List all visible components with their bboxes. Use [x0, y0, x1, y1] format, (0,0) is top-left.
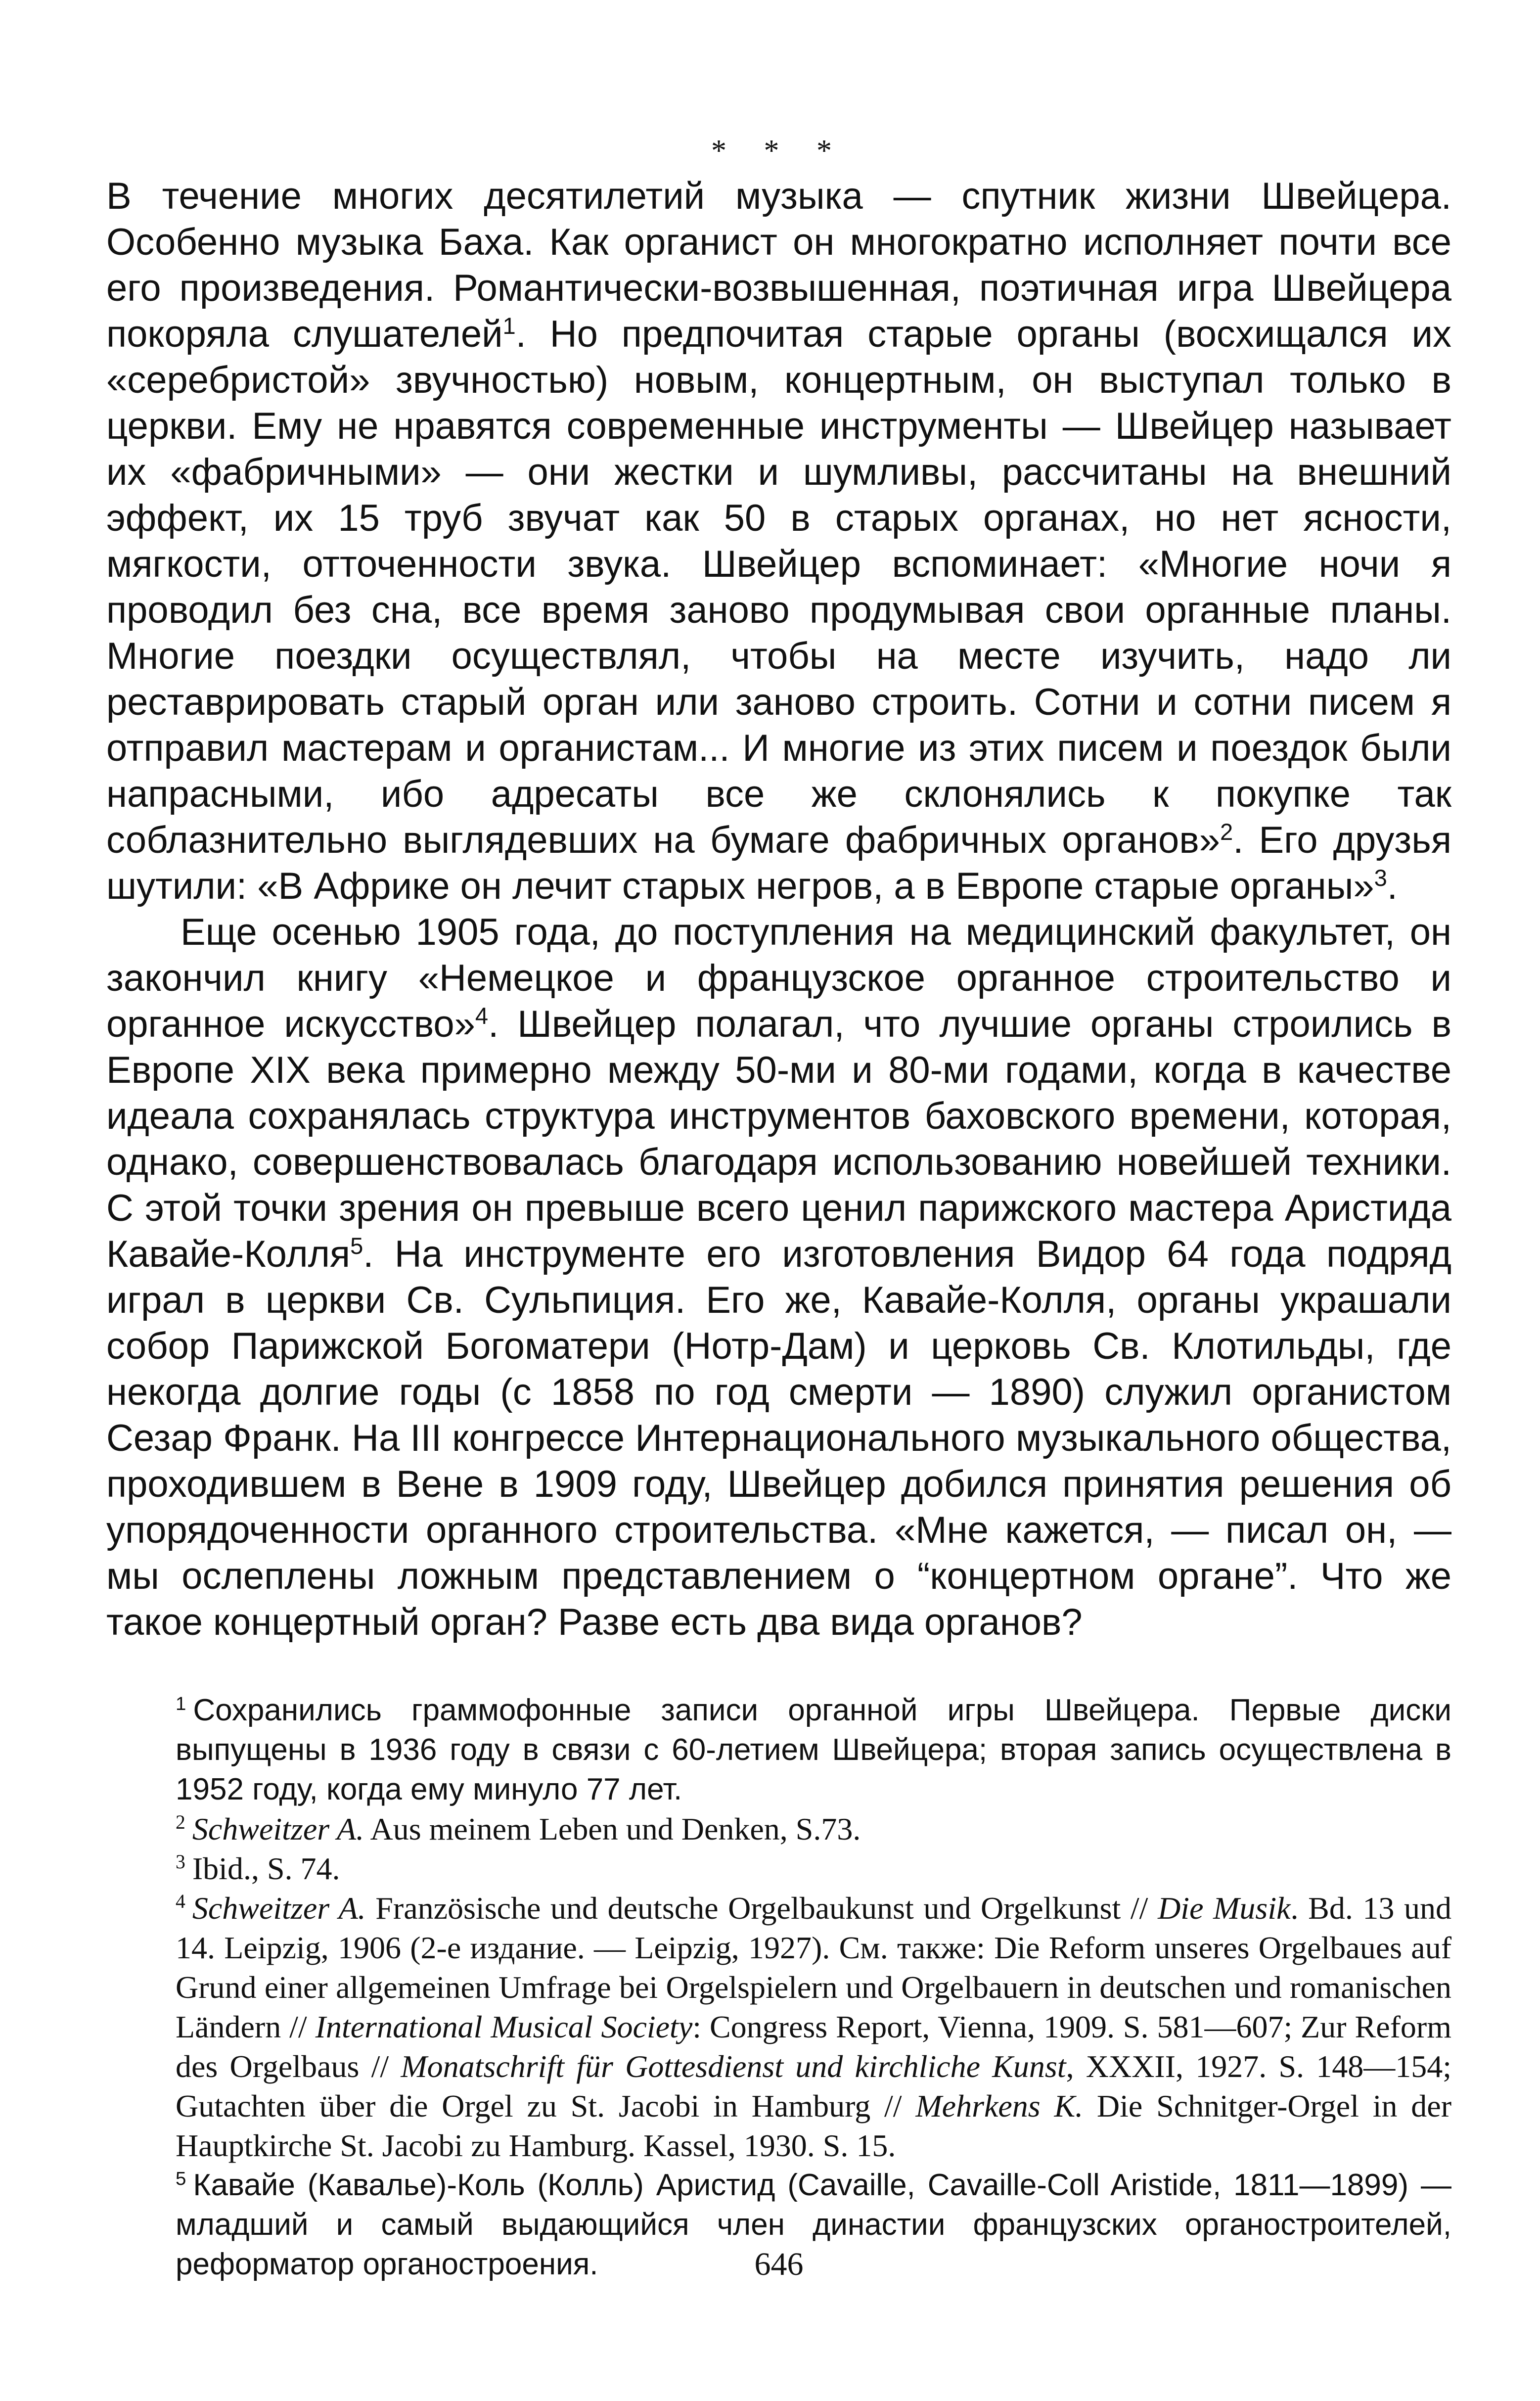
text-run: В течение многих десятилетий музыка — спутник жизни Швейцера. Особенно музыка Баха. Как органист он многократно исполняет почти все его произведения. Романтически-возвышенная, поэтичная игра Швейцера покоряла слушателей: [106, 175, 1451, 355]
text-run: Сохранились граммофонные записи органной игры Швейцера. Первые диски выпущены в 1936 году в связи с 60-летием Швейцера; вторая запись осуществлена в 1952 году, когда ему минуло 77 лет.: [176, 1693, 1451, 1806]
italic-text: Die Musik: [1158, 1891, 1291, 1926]
italic-text: Monatschrift für Gottesdienst und kirchliche Kunst: [401, 2049, 1066, 2084]
footnote-number: 3: [176, 1851, 185, 1873]
footnote-reference: 5: [350, 1233, 363, 1259]
section-separator: * * *: [711, 134, 847, 168]
text-run: Aus meinem Leben und Denken, S.73.: [364, 1811, 861, 1847]
text-run: Französische und deutsche Orgelbaukunst und Orgelkunst //: [365, 1891, 1158, 1926]
italic-text: Schweitzer A.: [192, 1891, 366, 1926]
text-run: Еще осенью 1905 года, до поступления на медицинский факультет, он закончил книгу «Немецкое и французское органное строительство и органное искусство»: [106, 911, 1451, 1045]
text-run: : Congress Report, Vienna, 1909. S. 581—607; Zur Reform des Orgelbaus //: [176, 2009, 1452, 2084]
footnote-number: 2: [176, 1811, 185, 1834]
text-run: . Но предпочитая старые органы (восхищался их «серебристой» звучностью) новым, концертным, он выступал только в церкви. Ему не нравятся современные инструменты — Швейцер называет их «фабричными» — они жестки и шумливы, рассчитаны на внешний эффект, их 15 труб звучат как 50 в старых органах, но нет ясности, мягкости, отточенности звука. Швейцер вспоминает: «Многие ночи я проводил без сна, все время заново продумывая свои органные планы. Многие поездки осуществлял, чтобы на месте изучить, надо ли реставрировать старый орган или заново строить. Сотни и сотни писем я отправил мастерам и органистам... И многие из этих писем и поездок были напрасными, ибо адресаты все же склонялись к покупке так соблазнительно выглядевших на бумаге фабричных органов»: [106, 313, 1451, 861]
italic-text: International Musical Society: [315, 2009, 693, 2044]
text-run: Ibid., S. 74.: [192, 1851, 340, 1886]
footnotes: [106, 1691, 1451, 2284]
footnote: [176, 1849, 1451, 1889]
footnote-number: 4: [176, 1891, 185, 1913]
main-text: [106, 173, 1451, 1645]
italic-text: Mehrkens K.: [915, 2088, 1084, 2124]
footnote-number: 1: [176, 1693, 186, 1714]
footnote: [176, 1809, 1451, 1849]
footnote-reference: 1: [502, 313, 516, 339]
book-page: [106, 134, 1451, 2350]
footnote: [176, 1889, 1451, 2166]
footnote-number: 5: [176, 2168, 186, 2189]
text-run: . Bd. 13 und 14. Leipzig, 1906 (2-е издание. — Leipzig, 1927). См. также: Die Reform unseres Orgelbaues auf Grund einer allgemeinen Umfrage bei Orgelspielern und Orgelbauern in deutschen und romanischen Ländern //: [176, 1891, 1452, 2044]
footnote-reference: 4: [475, 1003, 489, 1029]
text-run: . Его друзья шутили: «В Африке он лечит старых негров, а в Европе старые органы»: [106, 819, 1451, 907]
text-run: , XXXII, 1927. S. 148—154; Gutachten über die Orgel zu St. Jacobi in Hamburg //: [176, 2049, 1452, 2124]
text-run: Кавайе (Кавалье)-Коль (Колль) Аристид (Cavaille, Cavaille-Coll Aristide, 1811—1899) — младший и самый выдающийся член династии французских органостроителей, реформатор органостроения.: [176, 2168, 1451, 2281]
paragraph: [106, 173, 1451, 909]
text-run: . Швейцер полагал, что лучшие органы строились в Европе XIX века примерно между 50-ми и 80-ми годами, когда в качестве идеала сохранялась структура инструментов баховского времени, которая, однако, совершенствовалась благодаря использованию новейшей техники. С этой точки зрения он превыше всего ценил парижского мастера Аристида Кавайе-Колля: [106, 1003, 1451, 1275]
italic-text: Schweitzer A.: [192, 1811, 364, 1847]
footnote-reference: 2: [1220, 819, 1233, 845]
page-number: 646: [754, 2246, 804, 2282]
footnote: [176, 1691, 1451, 1809]
text-run: .: [1387, 865, 1398, 907]
text-run: . На инструменте его изготовления Видор 64 года подряд играл в церкви Св. Сульпиция. Его же, Кавайе-Колля, органы украшали собор Парижской Богоматери (Нотр-Дам) и церковь Св. Клотильды, где некогда долгие годы (с 1858 по год смерти — 1890) служил органистом Сезар Франк. На III конгрессе Интернационального музыкального общества, проходившем в Вене в 1909 году, Швейцер добился принятия решения об упорядоченности органного строительства. «Мне кажется, — писал он, — мы ослеплены ложным представлением о “концертном органе”. Что же такое концертный орган? Разве есть два вида органов?: [106, 1233, 1451, 1643]
footnote-reference: 3: [1374, 865, 1387, 891]
paragraph: [106, 909, 1451, 1645]
text-run: Die Schnitger-Orgel in der Hauptkirche St. Jacobi zu Hamburg. Kassel, 1930. S. 15.: [176, 2088, 1452, 2163]
